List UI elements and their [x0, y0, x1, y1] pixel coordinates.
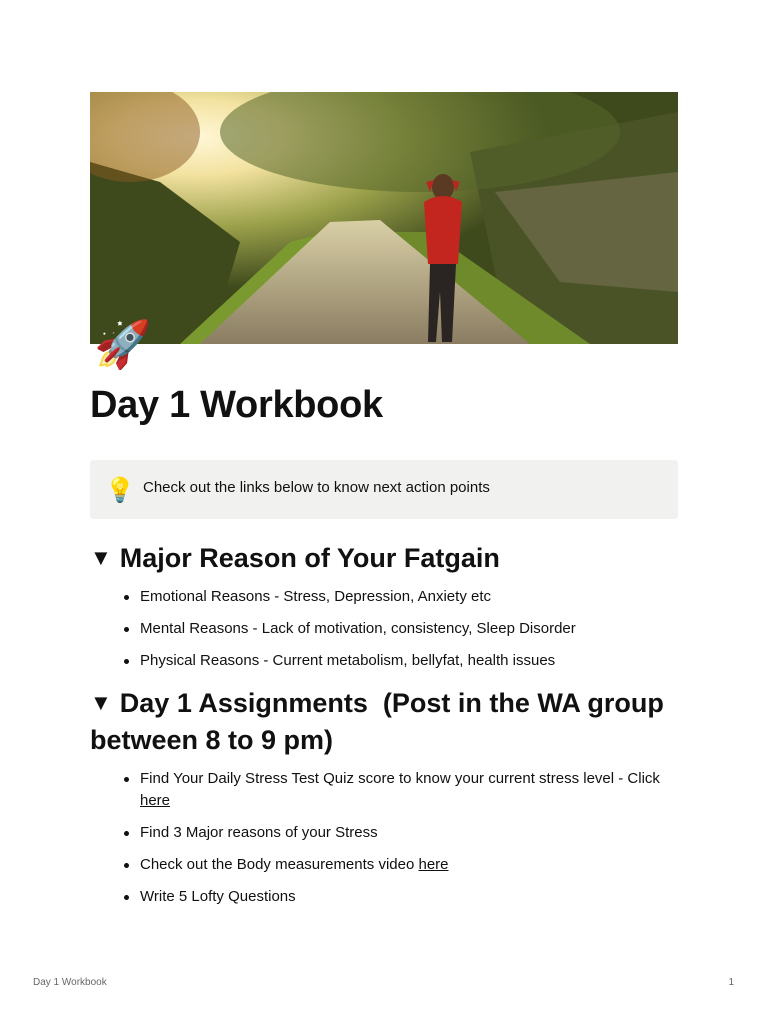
callout [90, 460, 678, 519]
list-item [140, 586, 680, 608]
list-item [140, 854, 680, 876]
rocket-icon[interactable]: 🚀 [94, 317, 152, 371]
body-measurements-video-link[interactable]: here [418, 856, 449, 873]
footer-page-number: 1 [728, 977, 734, 988]
list-item [140, 650, 680, 672]
footer-title: Day 1 Workbook [33, 977, 107, 988]
lightbulb-icon: 💡 [105, 476, 135, 504]
stress-quiz-link[interactable]: here [140, 792, 171, 809]
list-item-text: Find 3 Major reasons of your Stress [140, 824, 378, 841]
list-item-text: Check out the Body measurements video [140, 856, 419, 873]
toggle-heading-assignments[interactable] [90, 684, 690, 759]
heading-text: Day 1 Assignments (Post in the WA group between 8 to 9 pm) [90, 688, 672, 755]
toggle-triangle-icon[interactable]: ▼ [90, 690, 112, 715]
callout-text: Check out the links below to know next action points [143, 479, 490, 496]
assignments-list [90, 768, 680, 918]
list-item [140, 886, 680, 908]
list-item-text: Mental Reasons - Lack of motivation, consistency, Sleep Disorder [140, 620, 576, 637]
cover-photo [90, 92, 678, 344]
list-item [140, 822, 680, 844]
list-item [140, 768, 680, 812]
list-item-text: Write 5 Lofty Questions [140, 888, 296, 905]
list-item-text: Emotional Reasons - Stress, Depression, Anxiety etc [140, 588, 491, 605]
cover-image [90, 92, 678, 344]
list-item-text: Physical Reasons - Current metabolism, bellyfat, health issues [140, 652, 556, 669]
list-item-text: Find Your Daily Stress Test Quiz score to know your current stress level - Click [140, 770, 660, 787]
reasons-list [90, 586, 680, 682]
heading-text: Major Reason of Your Fatgain [119, 543, 500, 573]
toggle-heading-fatgain[interactable] [90, 539, 690, 577]
toggle-triangle-icon[interactable]: ▼ [90, 545, 112, 570]
page-title: Day 1 Workbook [90, 384, 383, 426]
list-item [140, 618, 680, 640]
